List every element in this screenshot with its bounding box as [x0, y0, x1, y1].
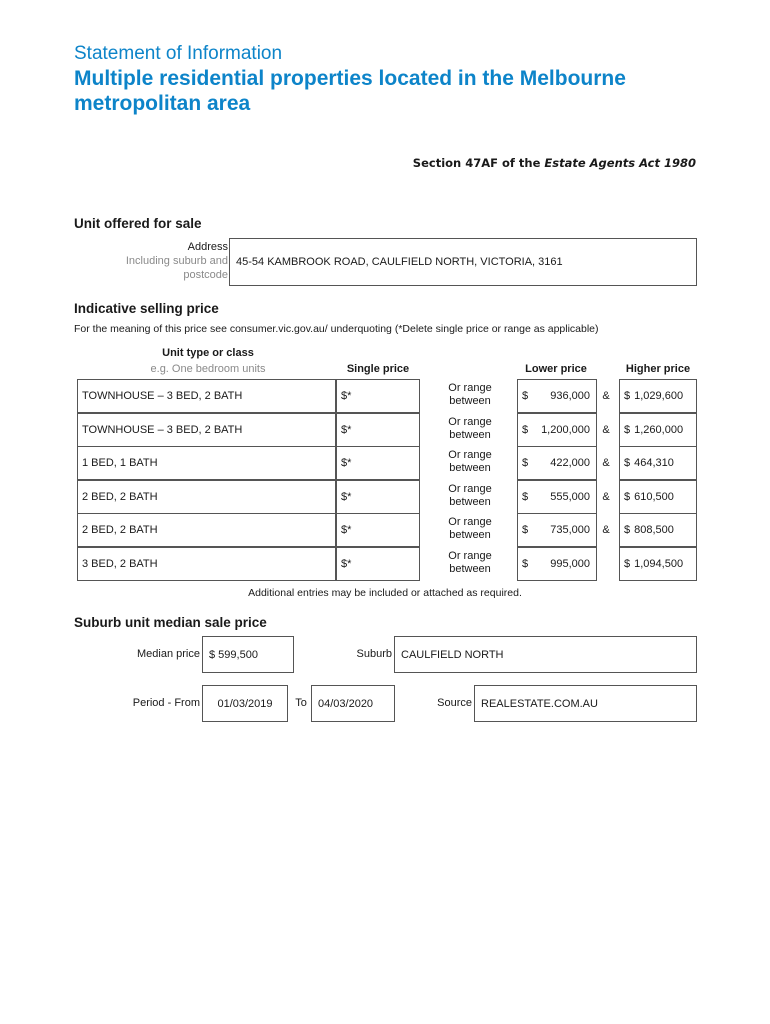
range-ampersand: &	[602, 457, 610, 469]
unit-type-cell[interactable]: 3 BED, 2 BATH	[77, 547, 336, 581]
additional-entries-note: Additional entries may be included or attached as required.	[248, 587, 522, 599]
lower-price-value: 995,000	[550, 558, 590, 570]
range-between-line2: between	[449, 529, 491, 541]
range-between-line2: between	[449, 429, 491, 441]
price-meaning-note: For the meaning of this price see consumer.vic.gov.au/ underquoting (*Delete single price or range as applicable)	[74, 323, 599, 335]
higher-price-value: 1,029,600	[634, 390, 684, 402]
range-between-line1: Or range	[448, 416, 492, 428]
section-ref-act: Estate Agents Act 1980	[544, 156, 696, 170]
lower-price-currency: $	[522, 390, 529, 402]
range-ampersand: &	[602, 424, 610, 436]
median-price-label: Median price	[137, 648, 200, 660]
range-between-label	[435, 382, 505, 408]
range-between-label	[435, 483, 505, 509]
higher-price-currency: $	[624, 457, 631, 469]
period-to-field[interactable]: 04/03/2020	[311, 685, 395, 722]
single-price-cell[interactable]: $*	[336, 547, 420, 581]
higher-price-currency: $	[624, 491, 631, 503]
range-between-line2: between	[449, 563, 491, 575]
higher-price-value: 464,310	[634, 457, 674, 469]
higher-price-currency: $	[624, 424, 631, 436]
range-between-label	[435, 449, 505, 475]
unit-type-cell[interactable]: TOWNHOUSE – 3 BED, 2 BATH	[77, 379, 336, 413]
higher-price-currency: $	[624, 524, 631, 536]
range-between-line1: Or range	[448, 516, 492, 528]
single-price-cell[interactable]: $*	[336, 513, 420, 547]
col-unit-type: Unit type or class	[162, 347, 254, 359]
lower-price-currency: $	[522, 491, 529, 503]
address-hint-2: postcode	[183, 269, 228, 281]
col-single-price: Single price	[346, 363, 410, 375]
single-price-cell[interactable]: $*	[336, 446, 420, 480]
higher-price-cell[interactable]	[619, 413, 697, 447]
higher-price-cell[interactable]	[619, 547, 697, 581]
range-ampersand: &	[602, 524, 610, 536]
range-ampersand: &	[602, 390, 610, 402]
indicative-price-heading: Indicative selling price	[74, 301, 219, 316]
suburb-label: Suburb	[356, 648, 392, 660]
col-higher-price: Higher price	[625, 363, 691, 375]
single-price-cell[interactable]: $*	[336, 480, 420, 514]
unit-type-cell[interactable]: 2 BED, 2 BATH	[77, 480, 336, 514]
section-reference	[413, 156, 696, 170]
range-between-line1: Or range	[448, 550, 492, 562]
period-from-label: Period - From	[132, 697, 200, 709]
period-to-label: To	[295, 697, 307, 709]
lower-price-value: 422,000	[550, 457, 590, 469]
lower-price-cell[interactable]	[517, 446, 597, 480]
higher-price-value: 808,500	[634, 524, 674, 536]
source-field[interactable]: REALESTATE.COM.AU	[474, 685, 697, 722]
unit-offered-heading: Unit offered for sale	[74, 216, 202, 231]
document-kicker: Statement of Information	[74, 43, 283, 64]
higher-price-value: 1,260,000	[634, 424, 684, 436]
range-between-line1: Or range	[448, 483, 492, 495]
range-between-line2: between	[449, 496, 491, 508]
address-label-block	[110, 240, 228, 282]
lower-price-cell[interactable]	[517, 379, 597, 413]
range-between-label	[435, 516, 505, 542]
lower-price-value: 936,000	[550, 390, 590, 402]
col-unit-hint: e.g. One bedroom units	[150, 363, 266, 375]
range-between-label	[435, 550, 505, 576]
higher-price-cell[interactable]	[619, 379, 697, 413]
document-title: Multiple residential properties located in the Melbourne metropolitan area	[74, 67, 626, 115]
single-price-cell[interactable]: $*	[336, 413, 420, 447]
lower-price-currency: $	[522, 558, 529, 570]
range-between-line2: between	[449, 395, 491, 407]
range-between-line1: Or range	[448, 382, 492, 394]
higher-price-cell[interactable]	[619, 446, 697, 480]
unit-type-cell[interactable]: TOWNHOUSE – 3 BED, 2 BATH	[77, 413, 336, 447]
suburb-field[interactable]: CAULFIELD NORTH	[394, 636, 697, 673]
lower-price-cell[interactable]	[517, 513, 597, 547]
lower-price-cell[interactable]	[517, 547, 597, 581]
lower-price-cell[interactable]	[517, 480, 597, 514]
unit-type-cell[interactable]: 1 BED, 1 BATH	[77, 446, 336, 480]
unit-type-cell[interactable]: 2 BED, 2 BATH	[77, 513, 336, 547]
higher-price-value: 610,500	[634, 491, 674, 503]
address-field[interactable]: 45-54 KAMBROOK ROAD, CAULFIELD NORTH, VICTORIA, 3161	[229, 238, 697, 286]
source-label: Source	[437, 697, 472, 709]
section-ref-prefix: Section 47AF of the	[412, 156, 545, 170]
higher-price-currency: $	[624, 390, 631, 402]
lower-price-value: 555,000	[550, 491, 590, 503]
period-from-field[interactable]: 01/03/2019	[202, 685, 288, 722]
lower-price-value: 735,000	[550, 524, 590, 536]
higher-price-cell[interactable]	[619, 513, 697, 547]
address-label: Address	[187, 241, 228, 253]
range-ampersand: &	[602, 491, 610, 503]
higher-price-cell[interactable]	[619, 480, 697, 514]
lower-price-currency: $	[522, 524, 529, 536]
range-between-line2: between	[449, 462, 491, 474]
address-hint-1: Including suburb and	[125, 255, 228, 267]
range-between-label	[435, 416, 505, 442]
lower-price-currency: $	[522, 457, 529, 469]
lower-price-value: 1,200,000	[541, 424, 590, 436]
median-heading: Suburb unit median sale price	[74, 615, 267, 630]
lower-price-cell[interactable]	[517, 413, 597, 447]
col-lower-price: Lower price	[525, 363, 587, 375]
single-price-cell[interactable]: $*	[336, 379, 420, 413]
range-between-line1: Or range	[448, 449, 492, 461]
lower-price-currency: $	[522, 424, 529, 436]
higher-price-value: 1,094,500	[634, 558, 684, 570]
higher-price-currency: $	[624, 558, 631, 570]
median-price-field[interactable]: $ 599,500	[202, 636, 294, 673]
